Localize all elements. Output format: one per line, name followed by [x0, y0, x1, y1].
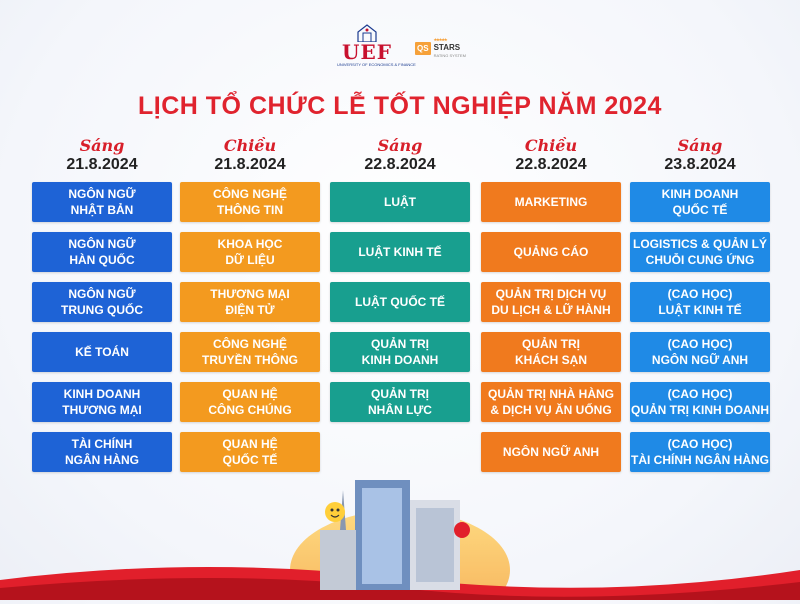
column-header	[180, 136, 320, 178]
uef-logo-text: UEF	[342, 40, 392, 64]
column-header	[630, 136, 770, 178]
major-cell: KINH DOANH THƯƠNG MẠI	[32, 382, 172, 422]
major-cell: QUẢN TRỊ KHÁCH SẠN	[481, 332, 621, 372]
schedule-column	[330, 136, 470, 417]
major-cell: QUẢN TRỊ NHÀ HÀNG & DỊCH VỤ ĂN UỐNG	[481, 382, 621, 422]
session-label: Chiều	[524, 136, 578, 155]
major-cell: NGÔN NGỮ NHẬT BẢN	[32, 182, 172, 222]
major-cell: NGÔN NGỮ TRUNG QUỐC	[32, 282, 172, 322]
major-cell: KHOA HỌC DỮ LIỆU	[180, 232, 320, 272]
session-label: Sáng	[377, 136, 423, 155]
major-cell: CÔNG NGHỆ TRUYỀN THÔNG	[180, 332, 320, 372]
campus-illustration	[0, 460, 800, 600]
date-label: 22.8.2024	[515, 156, 587, 173]
major-cell: QUẢN TRỊ NHÂN LỰC	[330, 382, 470, 422]
schedule-column	[180, 136, 320, 467]
building-emblem-icon	[354, 24, 380, 42]
major-cell: LUẬT QUỐC TẾ	[330, 282, 470, 322]
major-cell: THƯƠNG MẠI ĐIỆN TỬ	[180, 282, 320, 322]
qs-stars-sub: RATING SYSTEM	[433, 53, 466, 58]
major-cell: MARKETING	[481, 182, 621, 222]
major-cell: (CAO HỌC) TÀI CHÍNH NGÂN HÀNG	[630, 432, 770, 472]
major-cell: LUẬT KINH TẾ	[330, 232, 470, 272]
session-label: Sáng	[79, 136, 125, 155]
major-cell: TÀI CHÍNH NGÂN HÀNG	[32, 432, 172, 472]
major-cell: (CAO HỌC) QUẢN TRỊ KINH DOANH	[630, 382, 770, 422]
date-label: 23.8.2024	[664, 156, 736, 173]
major-cell: LUẬT	[330, 182, 470, 222]
stars-rating-icon: ★★★★★	[433, 37, 447, 42]
qs-badge: QS	[417, 43, 429, 53]
major-cell: KINH DOANH QUỐC TẾ	[630, 182, 770, 222]
session-label: Chiều	[223, 136, 277, 155]
major-cell: NGÔN NGỮ HÀN QUỐC	[32, 232, 172, 272]
column-header	[330, 136, 470, 178]
major-cell: NGÔN NGỮ ANH	[481, 432, 621, 472]
schedule-column	[481, 136, 621, 459]
major-cell: QUẢNG CÁO	[481, 232, 621, 272]
major-cell: CÔNG NGHỆ THÔNG TIN	[180, 182, 320, 222]
schedule-column	[32, 136, 172, 467]
logo-area	[0, 18, 800, 78]
qs-stars-label: STARS	[433, 43, 461, 52]
major-cell: (CAO HỌC) LUẬT KINH TẾ	[630, 282, 770, 322]
date-label: 22.8.2024	[364, 156, 436, 173]
date-label: 21.8.2024	[214, 156, 286, 173]
column-header	[32, 136, 172, 178]
major-cell: KẾ TOÁN	[32, 332, 172, 372]
session-label: Sáng	[677, 136, 723, 155]
major-cell: QUẢN TRỊ KINH DOANH	[330, 332, 470, 372]
page-title: LỊCH TỔ CHỨC LỄ TỐT NGHIỆP NĂM 2024	[138, 92, 662, 120]
major-cell: QUAN HỆ QUỐC TẾ	[180, 432, 320, 472]
major-cell: QUẢN TRỊ DỊCH VỤ DU LỊCH & LỮ HÀNH	[481, 282, 621, 322]
uef-logo-subtitle: UNIVERSITY OF ECONOMICS & FINANCE	[337, 62, 416, 67]
schedule-column	[630, 136, 770, 467]
column-header	[481, 136, 621, 178]
major-cell: QUAN HỆ CÔNG CHÚNG	[180, 382, 320, 422]
uef-logo	[337, 24, 416, 68]
qs-stars-logo	[415, 38, 466, 58]
date-label: 21.8.2024	[66, 156, 138, 173]
major-cell: (CAO HỌC) NGÔN NGỮ ANH	[630, 332, 770, 372]
major-cell: LOGISTICS & QUẢN LÝ CHUỖI CUNG ỨNG	[630, 232, 770, 272]
